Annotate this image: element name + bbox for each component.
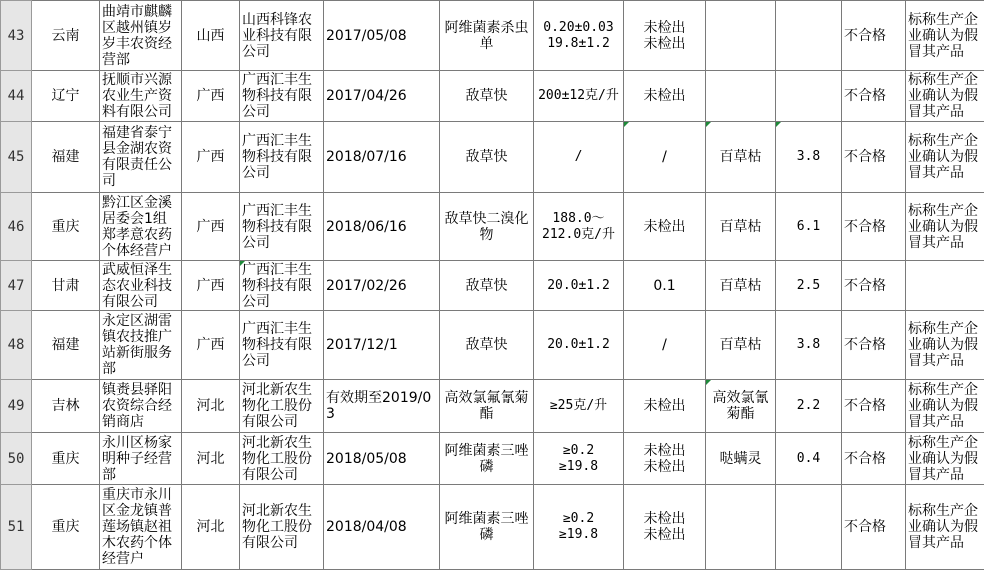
manufacturer-cell[interactable]: [240, 71, 324, 122]
other-ingredient-cell[interactable]: [706, 193, 776, 261]
cell-text: 2017/12/1: [326, 337, 398, 353]
cell-text: 0.1: [653, 277, 676, 294]
other-ingredient-value-cell[interactable]: [776, 261, 842, 311]
product-name-cell[interactable]: [440, 311, 534, 380]
province-cell[interactable]: [32, 485, 100, 570]
note-cell[interactable]: [906, 193, 984, 261]
cell-text: 广西汇丰生物科技有限公司: [242, 133, 312, 181]
province-cell[interactable]: [32, 193, 100, 261]
cell-text: 标称生产企业确认为假冒其产品: [908, 72, 978, 120]
cell-text: 曲靖市麒麟区越州镇岁岁丰农资经营部: [102, 3, 172, 68]
cell-text: 敌草快: [465, 337, 508, 353]
cell-text: 抚顺市兴源农业生产资料有限公司: [102, 72, 172, 120]
manufacturer-cell[interactable]: [240, 485, 324, 570]
production-date-cell[interactable]: [324, 261, 440, 311]
detected-content-cell[interactable]: [624, 433, 706, 485]
other-ingredient-value-cell[interactable]: [776, 1, 842, 71]
cell-text: 吉林: [51, 398, 80, 414]
cell-text: ≥0.2: [562, 442, 595, 458]
row-number-cell[interactable]: [1, 311, 32, 380]
cell-text: 百草枯: [719, 337, 762, 353]
origin-cell[interactable]: [182, 433, 240, 485]
label-content-cell[interactable]: [534, 261, 624, 311]
label-content-cell[interactable]: [534, 1, 624, 71]
origin-cell[interactable]: [182, 71, 240, 122]
cell-text: 敌草快: [465, 277, 508, 294]
label-content-cell[interactable]: [534, 122, 624, 193]
cell-text: 标称生产企业确认为假冒其产品: [908, 133, 978, 181]
cell-text: 47: [7, 277, 25, 294]
province-cell[interactable]: [32, 311, 100, 380]
manufacturer-cell[interactable]: [240, 433, 324, 485]
seller-cell[interactable]: [100, 261, 182, 311]
cell-text: 未检出: [643, 527, 686, 543]
cell-text: 阿维菌素三唑磷: [444, 511, 529, 543]
cell-text: 武威恒泽生态农业科技有限公司: [102, 261, 172, 310]
production-date-cell[interactable]: [324, 380, 440, 433]
table-row: [1, 71, 984, 122]
detected-content-cell[interactable]: [624, 193, 706, 261]
cell-text: 广西汇丰生物科技有限公司: [242, 321, 312, 369]
detected-content-cell[interactable]: [624, 311, 706, 380]
cell-text: 6.1: [796, 218, 821, 234]
cell-text: 50: [7, 450, 25, 467]
other-ingredient-cell[interactable]: [706, 485, 776, 570]
note-cell[interactable]: [906, 485, 984, 570]
cell-text: 49: [7, 398, 25, 414]
cell-text: 广西汇丰生物科技有限公司: [242, 202, 312, 251]
cell-text: 不合格: [844, 398, 886, 414]
cell-text: 2.2: [796, 398, 821, 413]
cell-text: 未检出: [643, 511, 686, 527]
table-row: [1, 380, 984, 433]
cell-text: 51: [7, 519, 25, 535]
cell-text: 河北新农生物化工股份有限公司: [242, 382, 312, 430]
row-number-cell[interactable]: [1, 71, 32, 122]
province-cell[interactable]: [32, 261, 100, 311]
cell-text: 2017/02/26: [326, 277, 407, 294]
note-cell[interactable]: [906, 311, 984, 380]
cell-text: 44: [7, 88, 25, 104]
cell-text: 2017/04/26: [326, 88, 407, 104]
seller-cell[interactable]: [100, 71, 182, 122]
detected-content-cell[interactable]: [624, 485, 706, 570]
table-row: [1, 485, 984, 570]
cell-text: 2018/07/16: [326, 149, 407, 165]
cell-text: 不合格: [844, 337, 886, 353]
product-name-cell[interactable]: [440, 261, 534, 311]
cell-text: 188.0～: [552, 210, 605, 226]
cell-text: 广西: [196, 88, 225, 104]
result-cell[interactable]: [842, 433, 906, 485]
result-cell[interactable]: [842, 261, 906, 311]
cell-text: 有效期至2019/03: [326, 390, 432, 422]
cell-text: ≥19.8: [558, 458, 599, 474]
detected-content-cell[interactable]: [624, 122, 706, 193]
cell-text: 重庆: [51, 519, 80, 535]
cell-text: 重庆市永川区金龙镇普莲场镇赵祖木农药个体经营户: [102, 487, 172, 567]
table-row: [1, 122, 984, 193]
manufacturer-cell[interactable]: [240, 261, 324, 311]
cell-text: 20.0±1.2: [547, 337, 610, 352]
cell-text: 不合格: [844, 450, 886, 467]
origin-cell[interactable]: [182, 122, 240, 193]
result-cell[interactable]: [842, 193, 906, 261]
province-cell[interactable]: [32, 71, 100, 122]
cell-text: 山西: [196, 27, 225, 44]
cell-text: 212.0克/升: [542, 226, 615, 242]
product-name-cell[interactable]: [440, 71, 534, 122]
cell-text: 46: [7, 218, 25, 235]
cell-text: 福建: [51, 337, 80, 353]
production-date-cell[interactable]: [324, 433, 440, 485]
product-name-cell[interactable]: [440, 193, 534, 261]
cell-text: 阿维菌素杀虫单: [444, 19, 529, 52]
note-cell[interactable]: [906, 380, 984, 433]
table-row: [1, 433, 984, 485]
cell-text: 广西汇丰生物科技有限公司: [242, 72, 312, 120]
other-ingredient-cell[interactable]: [706, 311, 776, 380]
production-date-cell[interactable]: [324, 485, 440, 570]
cell-text: 3.8: [796, 149, 821, 164]
manufacturer-cell[interactable]: [240, 380, 324, 433]
cell-text: 敌草快: [465, 149, 508, 165]
table-body: [1, 1, 984, 570]
other-ingredient-value-cell[interactable]: [776, 485, 842, 570]
cell-text: 未检出: [643, 442, 686, 459]
product-name-cell[interactable]: [440, 433, 534, 485]
result-cell[interactable]: [842, 311, 906, 380]
province-cell[interactable]: [32, 122, 100, 193]
table-row: [1, 1, 984, 71]
detected-content-cell[interactable]: [624, 71, 706, 122]
other-ingredient-cell[interactable]: [706, 1, 776, 71]
cell-text: 标称生产企业确认为假冒其产品: [908, 11, 978, 60]
product-name-cell[interactable]: [440, 1, 534, 71]
cell-text: /: [662, 337, 667, 353]
cell-text: 未检出: [643, 35, 686, 52]
cell-text: 未检出: [643, 458, 686, 475]
cell-text: 河北: [196, 450, 225, 467]
cell-text: 哒螨灵: [719, 450, 762, 467]
seller-cell[interactable]: [100, 1, 182, 71]
cell-text: ≥19.8: [558, 527, 599, 542]
product-name-cell[interactable]: [440, 380, 534, 433]
other-ingredient-value-cell[interactable]: [776, 71, 842, 122]
row-number-cell[interactable]: [1, 380, 32, 433]
other-ingredient-cell[interactable]: [706, 380, 776, 433]
label-content-cell[interactable]: [534, 71, 624, 122]
other-ingredient-value-cell[interactable]: [776, 311, 842, 380]
detected-content-cell[interactable]: [624, 380, 706, 433]
production-date-cell[interactable]: [324, 122, 440, 193]
cell-text: 辽宁: [51, 88, 80, 104]
note-cell[interactable]: [906, 433, 984, 485]
cell-text: 标称生产企业确认为假冒其产品: [908, 202, 978, 251]
cell-text: 镇赉县驿阳农资综合经销商店: [102, 382, 172, 430]
cell-text: 重庆: [51, 450, 80, 467]
cell-text: 敌草快: [465, 88, 508, 104]
origin-cell[interactable]: [182, 311, 240, 380]
cell-text: 不合格: [844, 519, 886, 535]
label-content-cell[interactable]: [534, 311, 624, 380]
cell-text: 标称生产企业确认为假冒其产品: [908, 321, 978, 369]
manufacturer-cell[interactable]: [240, 122, 324, 193]
cell-text: 不合格: [844, 27, 886, 44]
cell-text: 福建: [51, 149, 80, 165]
cell-text: 广西汇丰生物科技有限公司: [242, 261, 312, 310]
cell-text: 未检出: [643, 88, 686, 104]
production-date-cell[interactable]: [324, 71, 440, 122]
cell-text: 未检出: [643, 19, 686, 36]
other-ingredient-value-cell[interactable]: [776, 433, 842, 485]
result-cell[interactable]: [842, 71, 906, 122]
cell-text: 标称生产企业确认为假冒其产品: [908, 503, 978, 551]
cell-text: 3.8: [796, 337, 821, 352]
origin-cell[interactable]: [182, 380, 240, 433]
cell-text: 河北: [196, 519, 225, 535]
table-row: [1, 311, 984, 380]
cell-text: 200±12克/升: [538, 88, 619, 103]
other-ingredient-value-cell[interactable]: [776, 193, 842, 261]
other-ingredient-cell[interactable]: [706, 433, 776, 485]
row-number-cell[interactable]: [1, 433, 32, 485]
origin-cell[interactable]: [182, 193, 240, 261]
other-ingredient-value-cell[interactable]: [776, 380, 842, 433]
seller-cell[interactable]: [100, 433, 182, 485]
manufacturer-cell[interactable]: [240, 193, 324, 261]
note-cell[interactable]: [906, 122, 984, 193]
result-cell[interactable]: [842, 380, 906, 433]
cell-text: 百草枯: [719, 218, 762, 235]
label-content-cell[interactable]: [534, 433, 624, 485]
cell-text: 0.20±0.03: [543, 19, 614, 35]
cell-text: 2018/04/08: [326, 519, 407, 535]
note-cell[interactable]: [906, 1, 984, 71]
cell-text: 阿维菌素三唑磷: [444, 442, 529, 475]
origin-cell[interactable]: [182, 485, 240, 570]
origin-cell[interactable]: [182, 261, 240, 311]
cell-text: 高效氯氰菊酯: [712, 390, 769, 422]
cell-text: 云南: [51, 27, 80, 44]
other-ingredient-cell[interactable]: [706, 122, 776, 193]
cell-text: 高效氯氟氰菊酯: [444, 390, 529, 422]
row-number-cell[interactable]: [1, 122, 32, 193]
note-cell[interactable]: [906, 71, 984, 122]
seller-cell[interactable]: [100, 122, 182, 193]
cell-text: 未检出: [643, 398, 686, 414]
cell-text: 福建省泰宁县金湖农资有限责任公司: [102, 125, 172, 189]
cell-text: 2018/05/08: [326, 450, 407, 467]
other-ingredient-cell[interactable]: [706, 71, 776, 122]
cell-text: 不合格: [844, 218, 886, 235]
cell-text: /: [662, 149, 667, 165]
row-number-cell[interactable]: [1, 193, 32, 261]
cell-text: 2017/05/08: [326, 27, 407, 44]
row-number-cell[interactable]: [1, 485, 32, 570]
province-cell[interactable]: [32, 1, 100, 71]
cell-text: 广西: [196, 337, 225, 353]
manufacturer-cell[interactable]: [240, 311, 324, 380]
cell-text: 不合格: [844, 88, 886, 104]
seller-cell[interactable]: [100, 193, 182, 261]
cell-text: ≥0.2: [562, 511, 595, 526]
cell-text: 黔江区金溪居委会1组郑孝意农药个体经营户: [102, 194, 172, 259]
cell-text: 45: [7, 149, 25, 165]
production-date-cell[interactable]: [324, 1, 440, 71]
origin-cell[interactable]: [182, 1, 240, 71]
cell-text: 2.5: [796, 277, 821, 293]
seller-cell[interactable]: [100, 485, 182, 570]
cell-text: 百草枯: [719, 277, 762, 294]
cell-text: 永川区杨家明种子经营部: [102, 434, 172, 483]
cell-text: 永定区湖雷镇农技推广站新街服务部: [102, 313, 172, 377]
cell-text: 标称生产企业确认为假冒其产品: [908, 434, 978, 483]
table-row: [1, 193, 984, 261]
production-date-cell[interactable]: [324, 193, 440, 261]
cell-text: 48: [7, 337, 25, 353]
cell-text: ≥25克/升: [549, 398, 608, 413]
cell-text: 不合格: [844, 277, 886, 294]
row-number-cell[interactable]: [1, 1, 32, 71]
product-name-cell[interactable]: [440, 485, 534, 570]
result-cell[interactable]: [842, 1, 906, 71]
label-content-cell[interactable]: [534, 485, 624, 570]
label-content-cell[interactable]: [534, 380, 624, 433]
production-date-cell[interactable]: [324, 311, 440, 380]
province-cell[interactable]: [32, 380, 100, 433]
cell-text: 广西: [196, 218, 225, 235]
manufacturer-cell[interactable]: [240, 1, 324, 71]
cell-text: 河北: [196, 398, 225, 414]
cell-text: 20.0±1.2: [547, 277, 610, 293]
detected-content-cell[interactable]: [624, 1, 706, 71]
result-cell[interactable]: [842, 122, 906, 193]
cell-text: 0.4: [796, 450, 821, 466]
product-name-cell[interactable]: [440, 122, 534, 193]
cell-text: 河北新农生物化工股份有限公司: [242, 434, 312, 483]
row-number-cell[interactable]: [1, 261, 32, 311]
seller-cell[interactable]: [100, 380, 182, 433]
cell-text: 广西: [196, 149, 225, 165]
cell-text: 19.8±1.2: [547, 35, 610, 51]
table-row: [1, 261, 984, 311]
cell-text: 标称生产企业确认为假冒其产品: [908, 382, 978, 430]
cell-text: 河北新农生物化工股份有限公司: [242, 503, 312, 551]
note-cell[interactable]: [906, 261, 984, 311]
province-cell[interactable]: [32, 433, 100, 485]
detected-content-cell[interactable]: [624, 261, 706, 311]
cell-text: 广西: [196, 277, 225, 294]
cell-text: 甘肃: [51, 277, 80, 294]
other-ingredient-cell[interactable]: [706, 261, 776, 311]
cell-text: 未检出: [643, 218, 686, 235]
cell-text: 敌草快二溴化物: [444, 210, 529, 243]
cell-text: 不合格: [844, 149, 886, 165]
other-ingredient-value-cell[interactable]: [776, 122, 842, 193]
cell-text: 43: [7, 27, 25, 44]
label-content-cell[interactable]: [534, 193, 624, 261]
cell-text: 重庆: [51, 218, 80, 235]
seller-cell[interactable]: [100, 311, 182, 380]
cell-text: 山西科锋农业科技有限公司: [242, 11, 312, 60]
cell-text: 2018/06/16: [326, 218, 407, 235]
cell-text: /: [574, 149, 583, 164]
cell-text: 百草枯: [719, 149, 762, 165]
result-cell[interactable]: [842, 485, 906, 570]
